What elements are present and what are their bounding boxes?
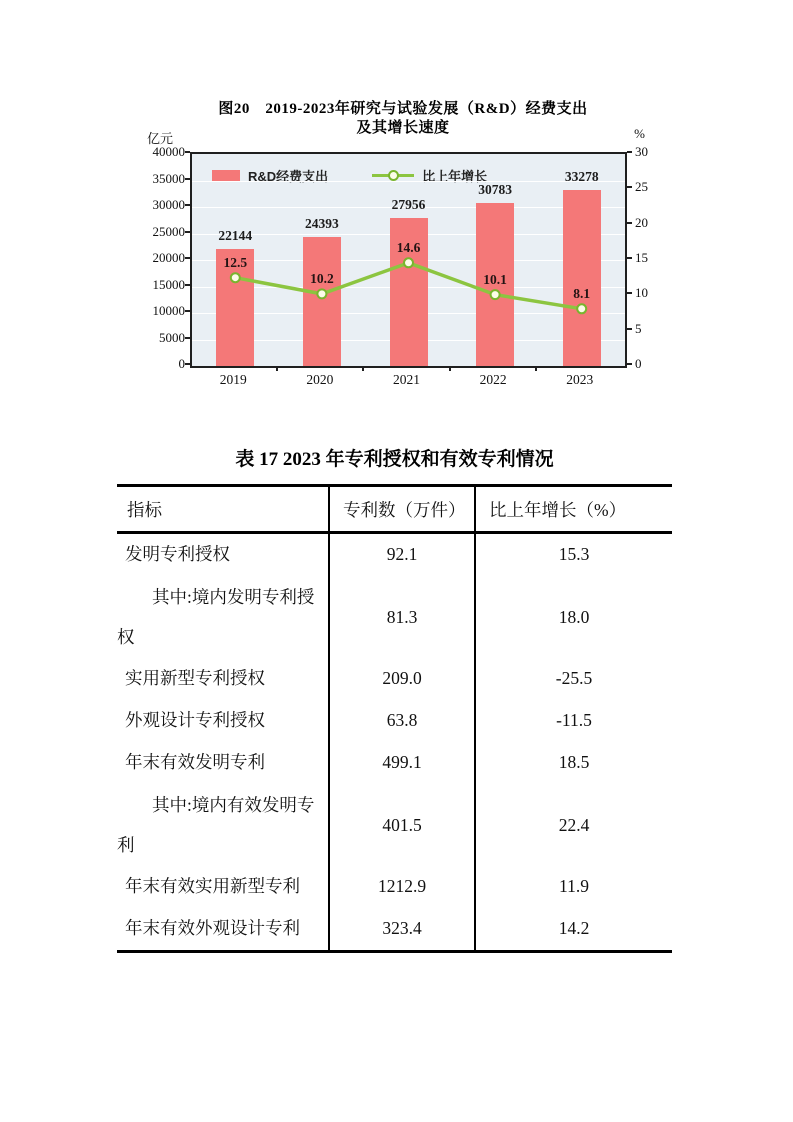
left-axis-tick-label: 30000 — [152, 197, 185, 212]
line-legend-label: 比上年增长 — [422, 169, 488, 184]
line-value-label: 10.1 — [483, 271, 507, 287]
left-axis-tick-label: 35000 — [152, 170, 185, 186]
left-axis-tick-label: 40000 — [152, 144, 185, 159]
bar-value-label: 27956 — [391, 196, 426, 212]
table-row — [117, 784, 672, 866]
left-axis-unit: 亿元 — [147, 131, 174, 146]
left-axis-tick — [185, 257, 190, 259]
right-axis-tick — [627, 186, 632, 188]
table-row — [117, 742, 672, 784]
x-axis-tick — [276, 366, 278, 371]
left-axis-tick-label: 15000 — [152, 276, 185, 292]
table-header-1: 专利数（万件） — [329, 486, 475, 533]
bar-value-label: 33278 — [564, 168, 599, 184]
cell-indicator: 其中:境内发明专利授权 — [117, 587, 315, 647]
line-point-marker — [404, 258, 413, 267]
cell-patent-count: 92.1 — [329, 533, 475, 577]
right-axis-tick — [627, 151, 632, 153]
x-axis-label: 2022 — [479, 372, 507, 387]
left-axis-tick-label: 20000 — [152, 250, 185, 265]
line-point-marker — [317, 289, 326, 298]
left-axis-tick — [185, 178, 190, 180]
left-axis-tick — [185, 337, 190, 339]
cell-patent-count: 209.0 — [329, 658, 475, 700]
bar-value-label: 22144 — [218, 227, 253, 243]
table-header-2: 比上年增长（%） — [475, 486, 672, 533]
left-axis-tick-label: 10000 — [152, 303, 185, 318]
right-axis-tick-label: 25 — [635, 179, 648, 195]
right-axis-unit: % — [634, 126, 645, 141]
x-axis-label: 2019 — [219, 372, 247, 387]
right-axis-tick — [627, 292, 632, 294]
line-point-marker — [577, 304, 586, 313]
x-axis-label: 2023 — [566, 372, 594, 387]
x-axis-label: 2021 — [393, 372, 420, 387]
chart-title — [145, 100, 661, 138]
cell-patent-count: 401.5 — [329, 784, 475, 866]
patent-table-head — [117, 486, 672, 533]
line-value-label: 14.6 — [396, 239, 421, 255]
right-axis-tick-label: 10 — [635, 285, 648, 301]
left-axis-tick — [185, 363, 190, 365]
cell-indicator: 年末有效发明专利 — [125, 752, 265, 772]
cell-indicator: 实用新型专利授权 — [125, 668, 265, 688]
line-value-label: 8.1 — [573, 285, 591, 301]
x-axis-tick — [362, 366, 364, 371]
x-axis-label: 2020 — [306, 372, 334, 387]
x-axis-tick — [535, 366, 537, 371]
cell-indicator: 年末有效外观设计专利 — [125, 918, 300, 938]
table-row — [117, 866, 672, 908]
x-axis-tick — [449, 366, 451, 371]
bar-legend-label: R&D经费支出 — [248, 169, 329, 184]
cell-indicator: 外观设计专利授权 — [125, 710, 265, 730]
right-axis-tick-label: 5 — [635, 320, 642, 336]
right-axis-tick-label: 20 — [635, 214, 648, 230]
plot-area — [190, 152, 627, 368]
chart-title-line1: 图20 2019-2023年研究与试验发展（R&D）经费支出 — [218, 101, 588, 117]
right-axis-tick — [627, 363, 632, 365]
right-axis-tick — [627, 257, 632, 259]
cell-patent-count: 1212.9 — [329, 866, 475, 908]
left-axis-tick-label: 5000 — [159, 329, 185, 345]
cell-growth: 14.2 — [475, 908, 672, 952]
line-point-marker — [491, 290, 500, 299]
patent-table — [117, 484, 672, 953]
table-header-0: 指标 — [117, 486, 329, 533]
chart-title-line2: 及其增长速度 — [356, 120, 450, 136]
cell-growth: 11.9 — [475, 866, 672, 908]
rd-expenditure-chart — [145, 98, 661, 400]
right-axis-tick-label: 30 — [635, 144, 648, 159]
left-axis-tick-label: 0 — [178, 356, 185, 371]
right-axis-tick-label: 0 — [635, 356, 642, 371]
cell-patent-count: 63.8 — [329, 700, 475, 742]
line-point-marker — [231, 273, 240, 282]
cell-growth: -25.5 — [475, 658, 672, 700]
left-axis-tick — [185, 310, 190, 312]
right-axis-tick — [627, 328, 632, 330]
bar-value-label: 24393 — [305, 215, 339, 231]
left-axis-tick — [185, 204, 190, 206]
patent-table-body — [117, 533, 672, 952]
table-row — [117, 908, 672, 952]
line-value-label: 12.5 — [223, 254, 248, 270]
table-row — [117, 700, 672, 742]
cell-indicator: 发明专利授权 — [125, 544, 230, 564]
cell-patent-count: 323.4 — [329, 908, 475, 952]
right-axis-tick — [627, 222, 632, 224]
left-axis-tick — [185, 231, 190, 233]
bar-value-label: 30783 — [478, 181, 512, 197]
right-axis-tick-label: 15 — [635, 250, 648, 265]
left-axis-tick — [185, 284, 190, 286]
cell-growth: 18.0 — [475, 576, 672, 658]
cell-growth: 18.5 — [475, 742, 672, 784]
cell-indicator: 其中:境内有效发明专利 — [117, 795, 315, 855]
table-row — [117, 658, 672, 700]
table-row — [117, 576, 672, 658]
line-value-label: 10.2 — [310, 270, 334, 286]
left-axis-tick — [185, 151, 190, 153]
growth-line-path — [235, 263, 581, 309]
cell-indicator: 年末有效实用新型专利 — [125, 876, 300, 896]
table-row — [117, 533, 672, 577]
cell-growth: 22.4 — [475, 784, 672, 866]
table-title: 表 17 2023 年专利授权和有效专利情况 — [235, 449, 554, 470]
cell-growth: -11.5 — [475, 700, 672, 742]
left-axis-tick-label: 25000 — [152, 223, 185, 239]
cell-patent-count: 81.3 — [329, 576, 475, 658]
cell-patent-count: 499.1 — [329, 742, 475, 784]
cell-growth: 15.3 — [475, 533, 672, 577]
